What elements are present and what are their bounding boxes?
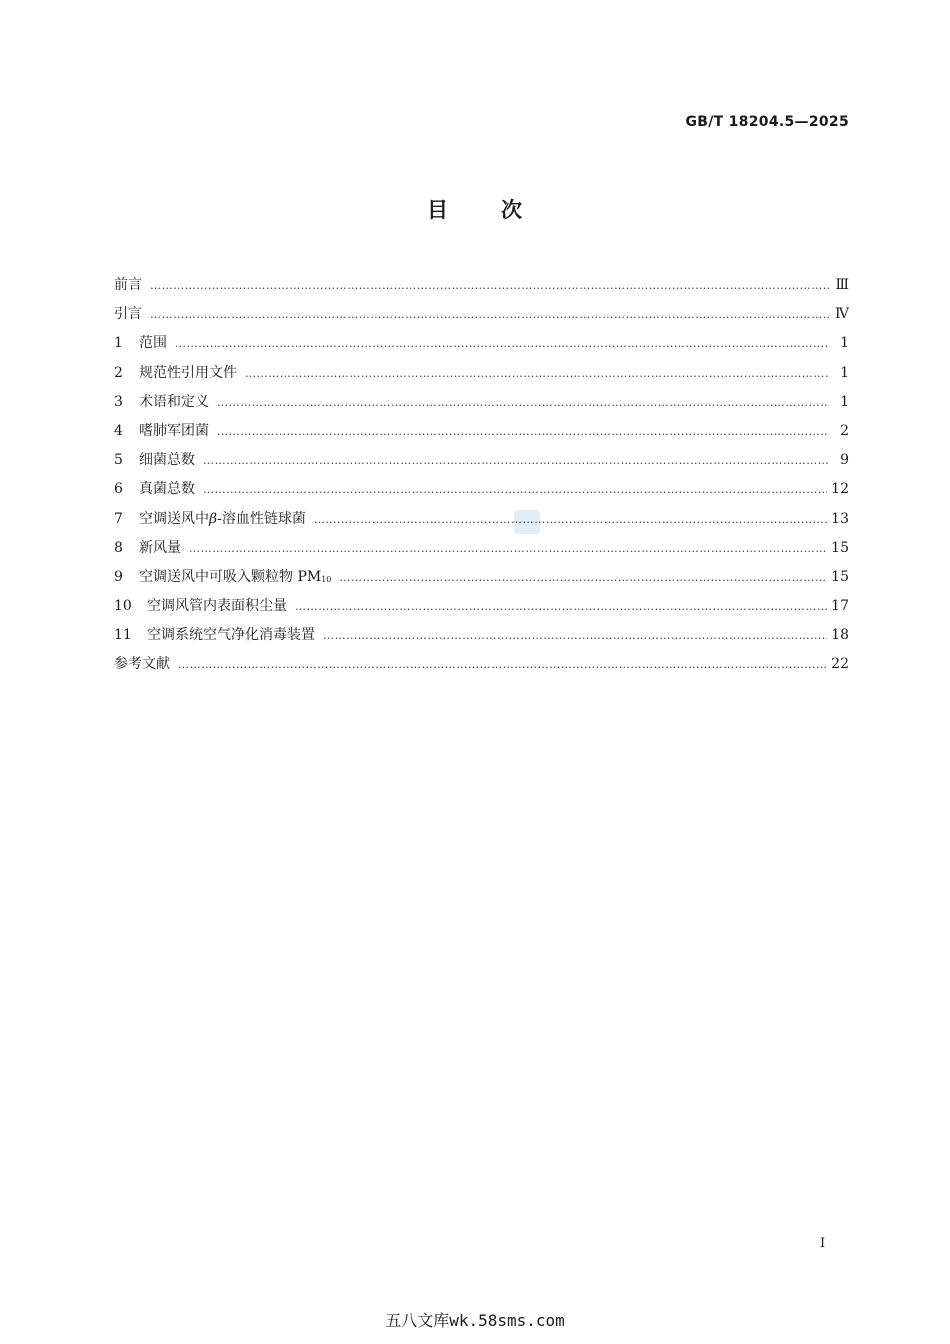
toc-entry-label: [139, 564, 339, 593]
toc-entry-page: 13: [831, 510, 849, 527]
toc-entry-label: 空调风管内表面积尘量: [147, 598, 287, 615]
toc-entry-page: 22: [831, 656, 849, 673]
toc-leader-dots: [314, 507, 827, 533]
toc-entry-page: 18: [831, 627, 849, 644]
toc-entry-page: 9: [840, 452, 849, 469]
toc-entry-label: 空调系统空气净化消毒装置: [147, 627, 315, 644]
toc-entry-11[interactable]: [114, 622, 849, 651]
toc-entry-1[interactable]: [114, 330, 849, 359]
toc-leader-dots: [203, 477, 827, 503]
toc-entry-foreword[interactable]: [114, 272, 849, 301]
toc-entry-number: 1: [114, 335, 123, 352]
toc-entry-8[interactable]: [114, 535, 849, 564]
toc-entry-label: 嗜肺军团菌: [139, 422, 209, 439]
toc-entry-number: 2: [114, 364, 123, 381]
toc-leader-dots: [189, 536, 827, 562]
toc-entry-number: 7: [114, 510, 123, 527]
toc-entry-6[interactable]: [114, 476, 849, 505]
toc-entry-page: 1: [840, 393, 849, 410]
toc-leader-dots: [339, 565, 827, 591]
toc-entry-number: 8: [114, 539, 123, 556]
toc-entry-9[interactable]: [114, 564, 849, 593]
toc-leader-dots: [217, 390, 829, 416]
toc-entry-label: 范围: [139, 335, 167, 352]
toc-entry-page: 12: [831, 481, 849, 498]
toc-entry-page: 15: [831, 568, 849, 585]
toc-entry-page: 15: [831, 539, 849, 556]
toc-entry-number: 11: [114, 627, 132, 644]
toc-entry-5[interactable]: [114, 447, 849, 476]
toc-entry-10[interactable]: [114, 593, 849, 622]
toc-leader-dots: [175, 331, 829, 357]
site-watermark-text: 五八文库wk.58sms.com: [385, 1311, 565, 1330]
table-of-contents: [114, 272, 849, 681]
toc-entry-number: 6: [114, 481, 123, 498]
toc-entry-bibliography[interactable]: [114, 651, 849, 680]
toc-entry-page: 17: [831, 598, 849, 615]
toc-leader-dots: [178, 652, 827, 678]
toc-entry-label: 规范性引用文件: [139, 364, 237, 381]
toc-label-part: -溶血性链球菌: [217, 510, 306, 527]
toc-entry-3[interactable]: [114, 389, 849, 418]
toc-entry-number: 3: [114, 393, 123, 410]
toc-entry-label: 真菌总数: [139, 481, 195, 498]
toc-entry-page: Ⅳ: [835, 306, 849, 323]
toc-label-greek: β: [209, 510, 218, 527]
toc-leader-dots: [150, 273, 829, 299]
toc-entry-number: 4: [114, 422, 123, 439]
toc-entry-number: 9: [114, 568, 123, 585]
toc-label-part: 空调送风中: [139, 510, 209, 527]
toc-entry-label: 参考文献: [114, 656, 170, 673]
toc-title-char: 目: [427, 198, 449, 222]
toc-entry-number: 10: [114, 598, 132, 615]
toc-entry-label: 新风量: [139, 539, 181, 556]
toc-entry-page: 2: [840, 422, 849, 439]
toc-entry-label: 引言: [114, 306, 142, 323]
standard-number: GB/T 18204.5—2025: [685, 114, 849, 130]
toc-entry-label: 术语和定义: [139, 393, 209, 410]
toc-entry-number: 5: [114, 452, 123, 469]
toc-leader-dots: [150, 302, 829, 328]
toc-leader-dots: [245, 361, 829, 387]
toc-label-subscript: 10: [321, 574, 332, 584]
toc-entry-page: 1: [840, 364, 849, 381]
toc-entry-label: 前言: [114, 277, 142, 293]
toc-entry-page: Ⅲ: [835, 277, 849, 293]
toc-leader-dots: [323, 623, 827, 649]
toc-entry-7[interactable]: [114, 506, 849, 535]
toc-leader-dots: [295, 594, 827, 620]
toc-entry-2[interactable]: [114, 360, 849, 389]
toc-leader-dots: [203, 448, 829, 474]
page-number: I: [820, 1236, 826, 1251]
toc-leader-dots: [217, 419, 829, 445]
toc-label-part: 空调送风中可吸入颗粒物 PM: [139, 568, 322, 585]
toc-entry-label: 细菌总数: [139, 452, 195, 469]
toc-title: [0, 194, 950, 224]
toc-entry-4[interactable]: [114, 418, 849, 447]
toc-entry-introduction[interactable]: [114, 301, 849, 330]
toc-entry-label: [139, 506, 314, 532]
toc-title-char: 次: [501, 198, 523, 222]
toc-entry-page: 1: [840, 335, 849, 352]
